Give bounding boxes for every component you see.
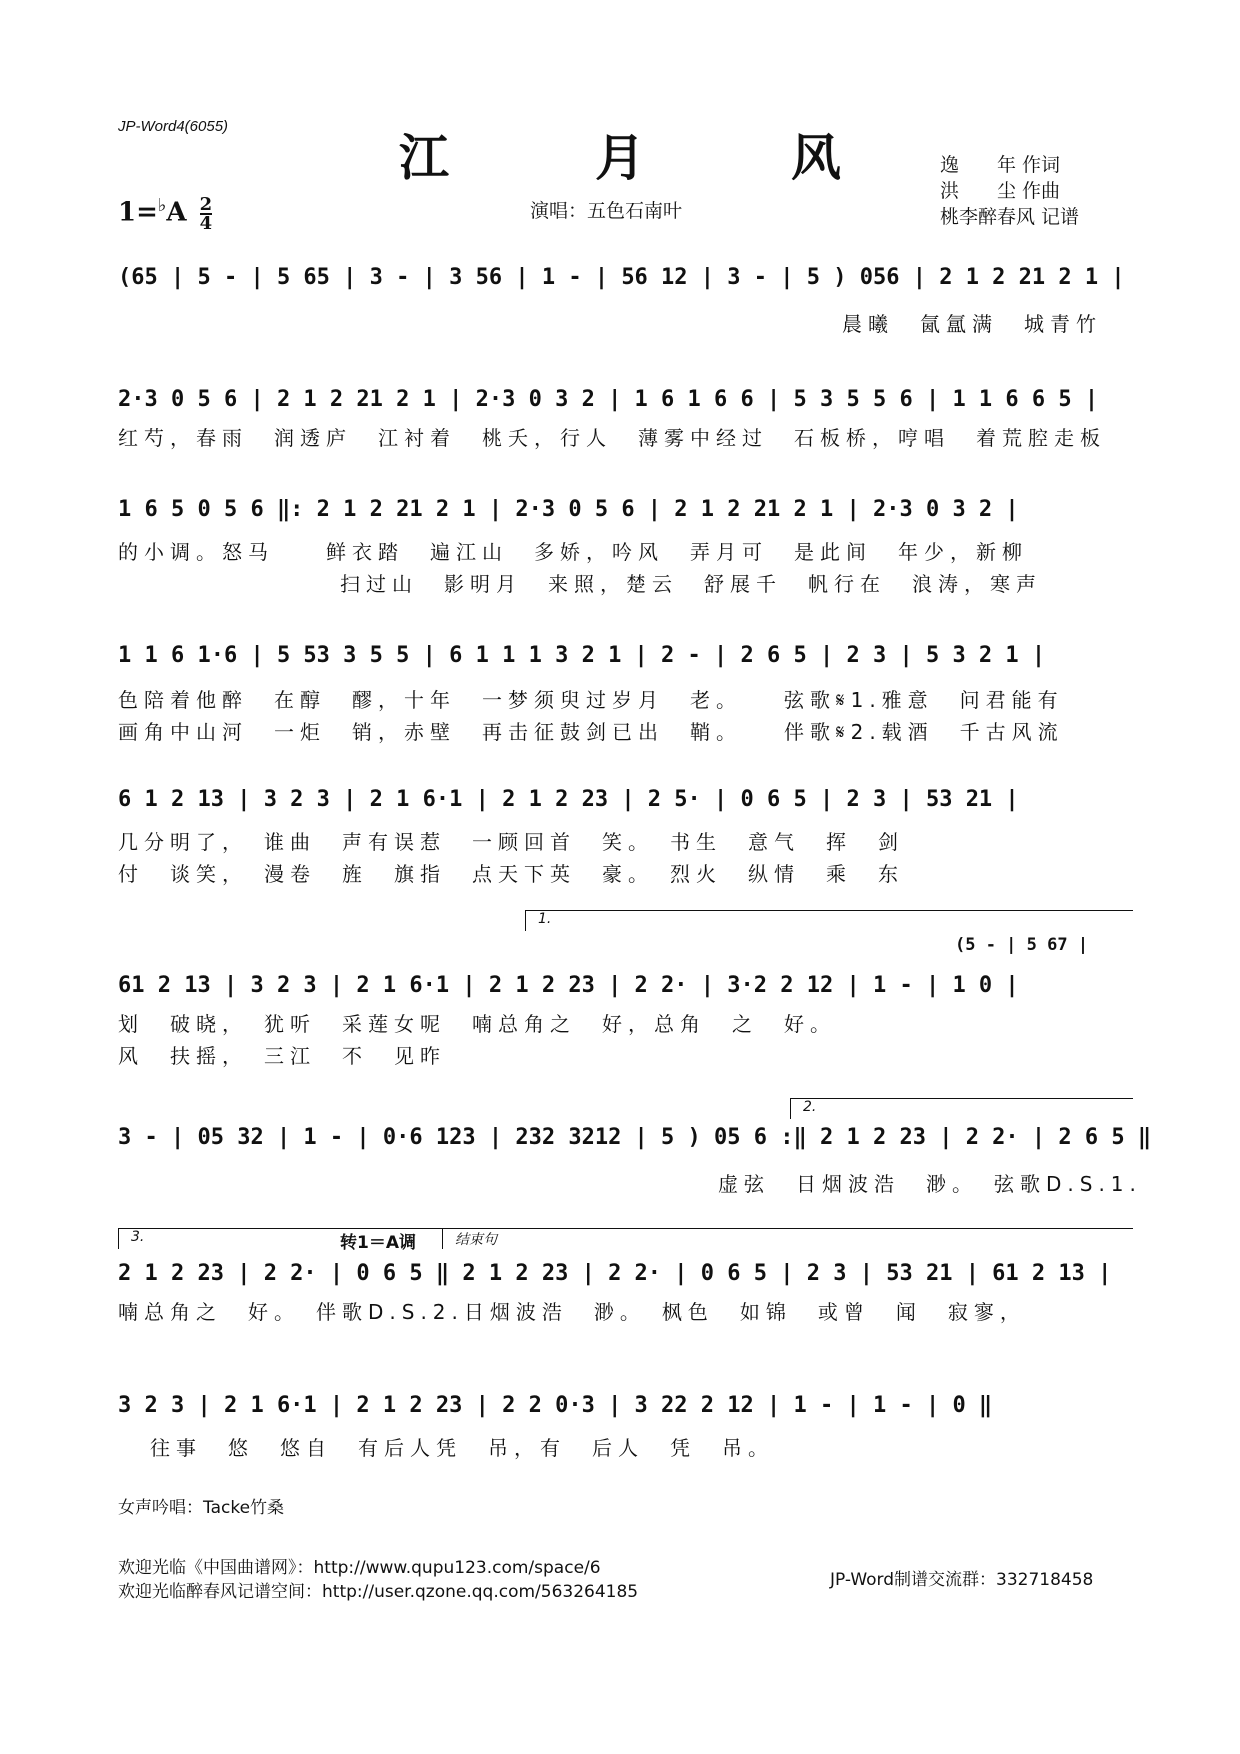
lyrics-line-4b: 画角中山河 一炬 销，赤壁 再击征鼓剑已出 鞘。 伴歌𝄋2.载酒 千古风流 (118, 720, 1064, 744)
lyrics-line-9: 往事 悠 悠自 有后人凭 吊，有 后人 凭 吊。 (150, 1436, 774, 1460)
lyrics-line-5b: 付 谈笑， 漫卷 旌 旗指 点天下英 豪。 烈火 纵情 乘 东 (118, 862, 904, 886)
lyrics-line-6b: 风 扶摇， 三江 不 见昨 (118, 1044, 446, 1068)
key-prefix: 1= (118, 197, 158, 228)
female-voice-credit: 女声吟唱：Tacke竹桑 (118, 1498, 285, 1518)
lyrics-line-3b: 扫过山 影明月 来照，楚云 舒展千 帆行在 浪涛，寒声 (340, 572, 1042, 596)
lyrics-line-6a: 划 破晓， 犹听 采莲女呢 喃总角之 好，总角 之 好。 (118, 1012, 836, 1036)
time-top: 2 (199, 193, 213, 215)
qq-group: JP-Word制谱交流群：332718458 (830, 1570, 1094, 1590)
time-bottom: 4 (199, 212, 213, 234)
ending-label: 结束句 (442, 1228, 1133, 1249)
singer: 演唱：五色石南叶 (530, 200, 683, 222)
notation-line-9: 3 2 3 | 2 1 6·1 | 2 1 2 23 | 2 2 0·3 | 3 22 2 12 | 1 - | 1 - | 0 ‖ (118, 1393, 993, 1418)
lyrics-line-1: 晨曦 氤氲满 城青竹 (842, 312, 1102, 336)
lyrics-line-8: 喃总角之 好。 伴歌D.S.2.日烟波浩 渺。 枫色 如锦 或曾 闻 寂寥， (118, 1300, 1026, 1324)
volta-2: 2. (790, 1098, 1133, 1119)
notation-line-6: 61 2 13 | 3 2 3 | 2 1 6·1 | 2 1 2 23 | 2 2· | 3·2 2 12 | 1 - | 1 0 | (118, 973, 1019, 998)
notation-line-5: 6 1 2 13 | 3 2 3 | 2 1 6·1 | 2 1 2 23 | 2 5· | 0 6 5 | 2 3 | 53 21 | (118, 787, 1019, 812)
lyrics-line-2: 红芍，春雨 润透庐 江衬着 桃夭，行人 薄雾中经过 石板桥，哼唱 着荒腔走板 (118, 426, 1106, 450)
welcome-line-1[interactable]: 欢迎光临《中国曲谱网》：http://www.qupu123.com/space/6 (118, 1558, 601, 1578)
lyricist: 逸 年 作词 (940, 154, 1061, 176)
notation-line-6-upper: (5 - | 5 67 | (955, 935, 1089, 955)
lyrics-line-7: 虚弦 日烟波浩 渺。 弦歌D.S.1. (718, 1172, 1142, 1196)
lyrics-line-3a: 的小调。怒马 鲜衣踏 遍江山 多娇，吟风 弄月可 是此间 年少，新柳 (118, 540, 1028, 564)
volta-1: 1. (525, 910, 1133, 931)
modulation-label: 转1＝A调 (340, 1233, 416, 1253)
song-title: 江 月 风 (399, 128, 889, 187)
credits (940, 152, 1079, 230)
notation-line-1: (65 | 5 - | 5 65 | 3 - | 3 56 | 1 - | 56 12 | 3 - | 5 ) 056 | 2 1 2 21 2 1 | (118, 265, 1125, 290)
time-signature (199, 193, 213, 234)
transcriber: 桃李醉春风 记谱 (940, 206, 1080, 228)
key-signature (118, 195, 212, 232)
notation-line-8: 2 1 2 23 | 2 2· | 0 6 5 ‖ 2 1 2 23 | 2 2· | 0 6 5 | 2 3 | 53 21 | 61 2 13 | (118, 1261, 1112, 1286)
lyrics-line-4a: 色陪着他醉 在醇 醪，十年 一梦须臾过岁月 老。 弦歌𝄋1.雅意 问君能有 (118, 688, 1064, 712)
software-label: JP-Word4(6055) (118, 118, 229, 135)
composer: 洪 尘 作曲 (940, 180, 1061, 202)
volta-3: 3. (118, 1228, 451, 1249)
welcome-line-2[interactable]: 欢迎光临醉春风记谱空间：http://user.qzone.qq.com/563264185 (118, 1582, 639, 1602)
notation-line-2: 2·3 0 5 6 | 2 1 2 21 2 1 | 2·3 0 3 2 | 1 6 1 6 6 | 5 3 5 5 6 | 1 1 6 6 5 | (118, 387, 1099, 412)
notation-line-4: 1 1 6 1·6 | 5 53 3 5 5 | 6 1 1 1 3 2 1 | 2 - | 2 6 5 | 2 3 | 5 3 2 1 | (118, 643, 1046, 668)
notation-line-3: 1 6 5 0 5 6 ‖: 2 1 2 21 2 1 | 2·3 0 5 6 | 2 1 2 21 2 1 | 2·3 0 3 2 | (118, 497, 1019, 522)
key-note: A (166, 197, 187, 228)
notation-line-7: 3 - | 05 32 | 1 - | 0·6 123 | 232 3212 | 5 ) 05 6 :‖ 2 1 2 23 | 2 2· | 2 6 5 ‖ (118, 1125, 1152, 1150)
flat-sign: ♭ (157, 195, 167, 216)
lyrics-line-5a: 几分明了， 谁曲 声有误惹 一顾回首 笑。 书生 意气 挥 剑 (118, 830, 904, 854)
